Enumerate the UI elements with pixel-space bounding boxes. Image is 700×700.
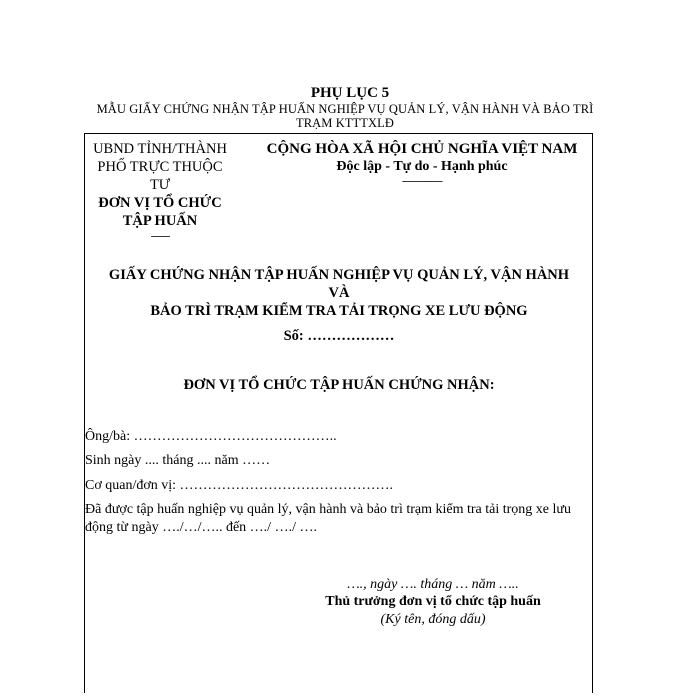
left-divider: ------- — [150, 230, 170, 242]
signatory-title: Thủ trưởng đơn vị tổ chức tập huấn — [325, 594, 541, 609]
org-certifies-heading: ĐƠN VỊ TỔ CHỨC TẬP HUẤN CHỨNG NHẬN: — [183, 377, 495, 393]
national-header-block — [252, 140, 592, 187]
appendix-title: PHỤ LỤC 5 — [310, 85, 390, 101]
agency-field: Cơ quan/đơn vị: ………………………………………. — [85, 478, 394, 493]
certificate-title-line3: BẢO TRÌ TRẠM KIỂM TRA TẢI TRỌNG XE LƯU ĐỘNG — [150, 303, 528, 319]
name-field: Ông/bà: …………………………………….. — [85, 429, 337, 444]
training-unit-label: ĐƠN VỊ TỔ CHỨC TẬP HUẤN — [98, 195, 222, 229]
signature-note: (Ký tên, đóng dấu) — [380, 612, 486, 627]
national-title: CỘNG HÒA XÃ HỘI CHỦ NGHĨA VIỆT NAM — [266, 141, 578, 157]
training-period-field: Đã được tập huấn nghiệp vụ quản lý, vận hành và bảo trì trạm kiểm tra tải trọng xe lưu động từ ngày …./…/….. đến …./ …./ …. — [85, 502, 572, 535]
date-of-birth-field: Sinh ngày .... tháng .... năm …… — [85, 453, 271, 468]
right-divider: --------------- — [402, 175, 442, 187]
signature-date: …., ngày …. tháng … năm ….. — [347, 577, 519, 592]
certificate-number: Số: ……………… — [283, 328, 395, 344]
national-motto: Độc lập - Tự do - Hạnh phúc — [336, 159, 508, 174]
provincial-committee-label: UBND TỈNH/THÀNH PHỐ TRỰC THUỘC TƯ — [93, 141, 227, 193]
certificate-title-line2: VÀ — [328, 285, 350, 301]
issuing-authority-block — [87, 140, 233, 242]
certificate-title — [86, 266, 592, 320]
certificate-title-line1: GIẤY CHỨNG NHẬN TẬP HUẤN NGHIỆP VỤ QUẢN LÝ, VẬN HÀNH — [108, 267, 570, 283]
appendix-subtitle: MẪU GIẤY CHỨNG NHẬN TẬP HUẤN NGHIỆP VỤ QUẢN LÝ, VẬN HÀNH VÀ BẢO TRÌ TRẠM KTTTXLĐ — [96, 102, 594, 130]
